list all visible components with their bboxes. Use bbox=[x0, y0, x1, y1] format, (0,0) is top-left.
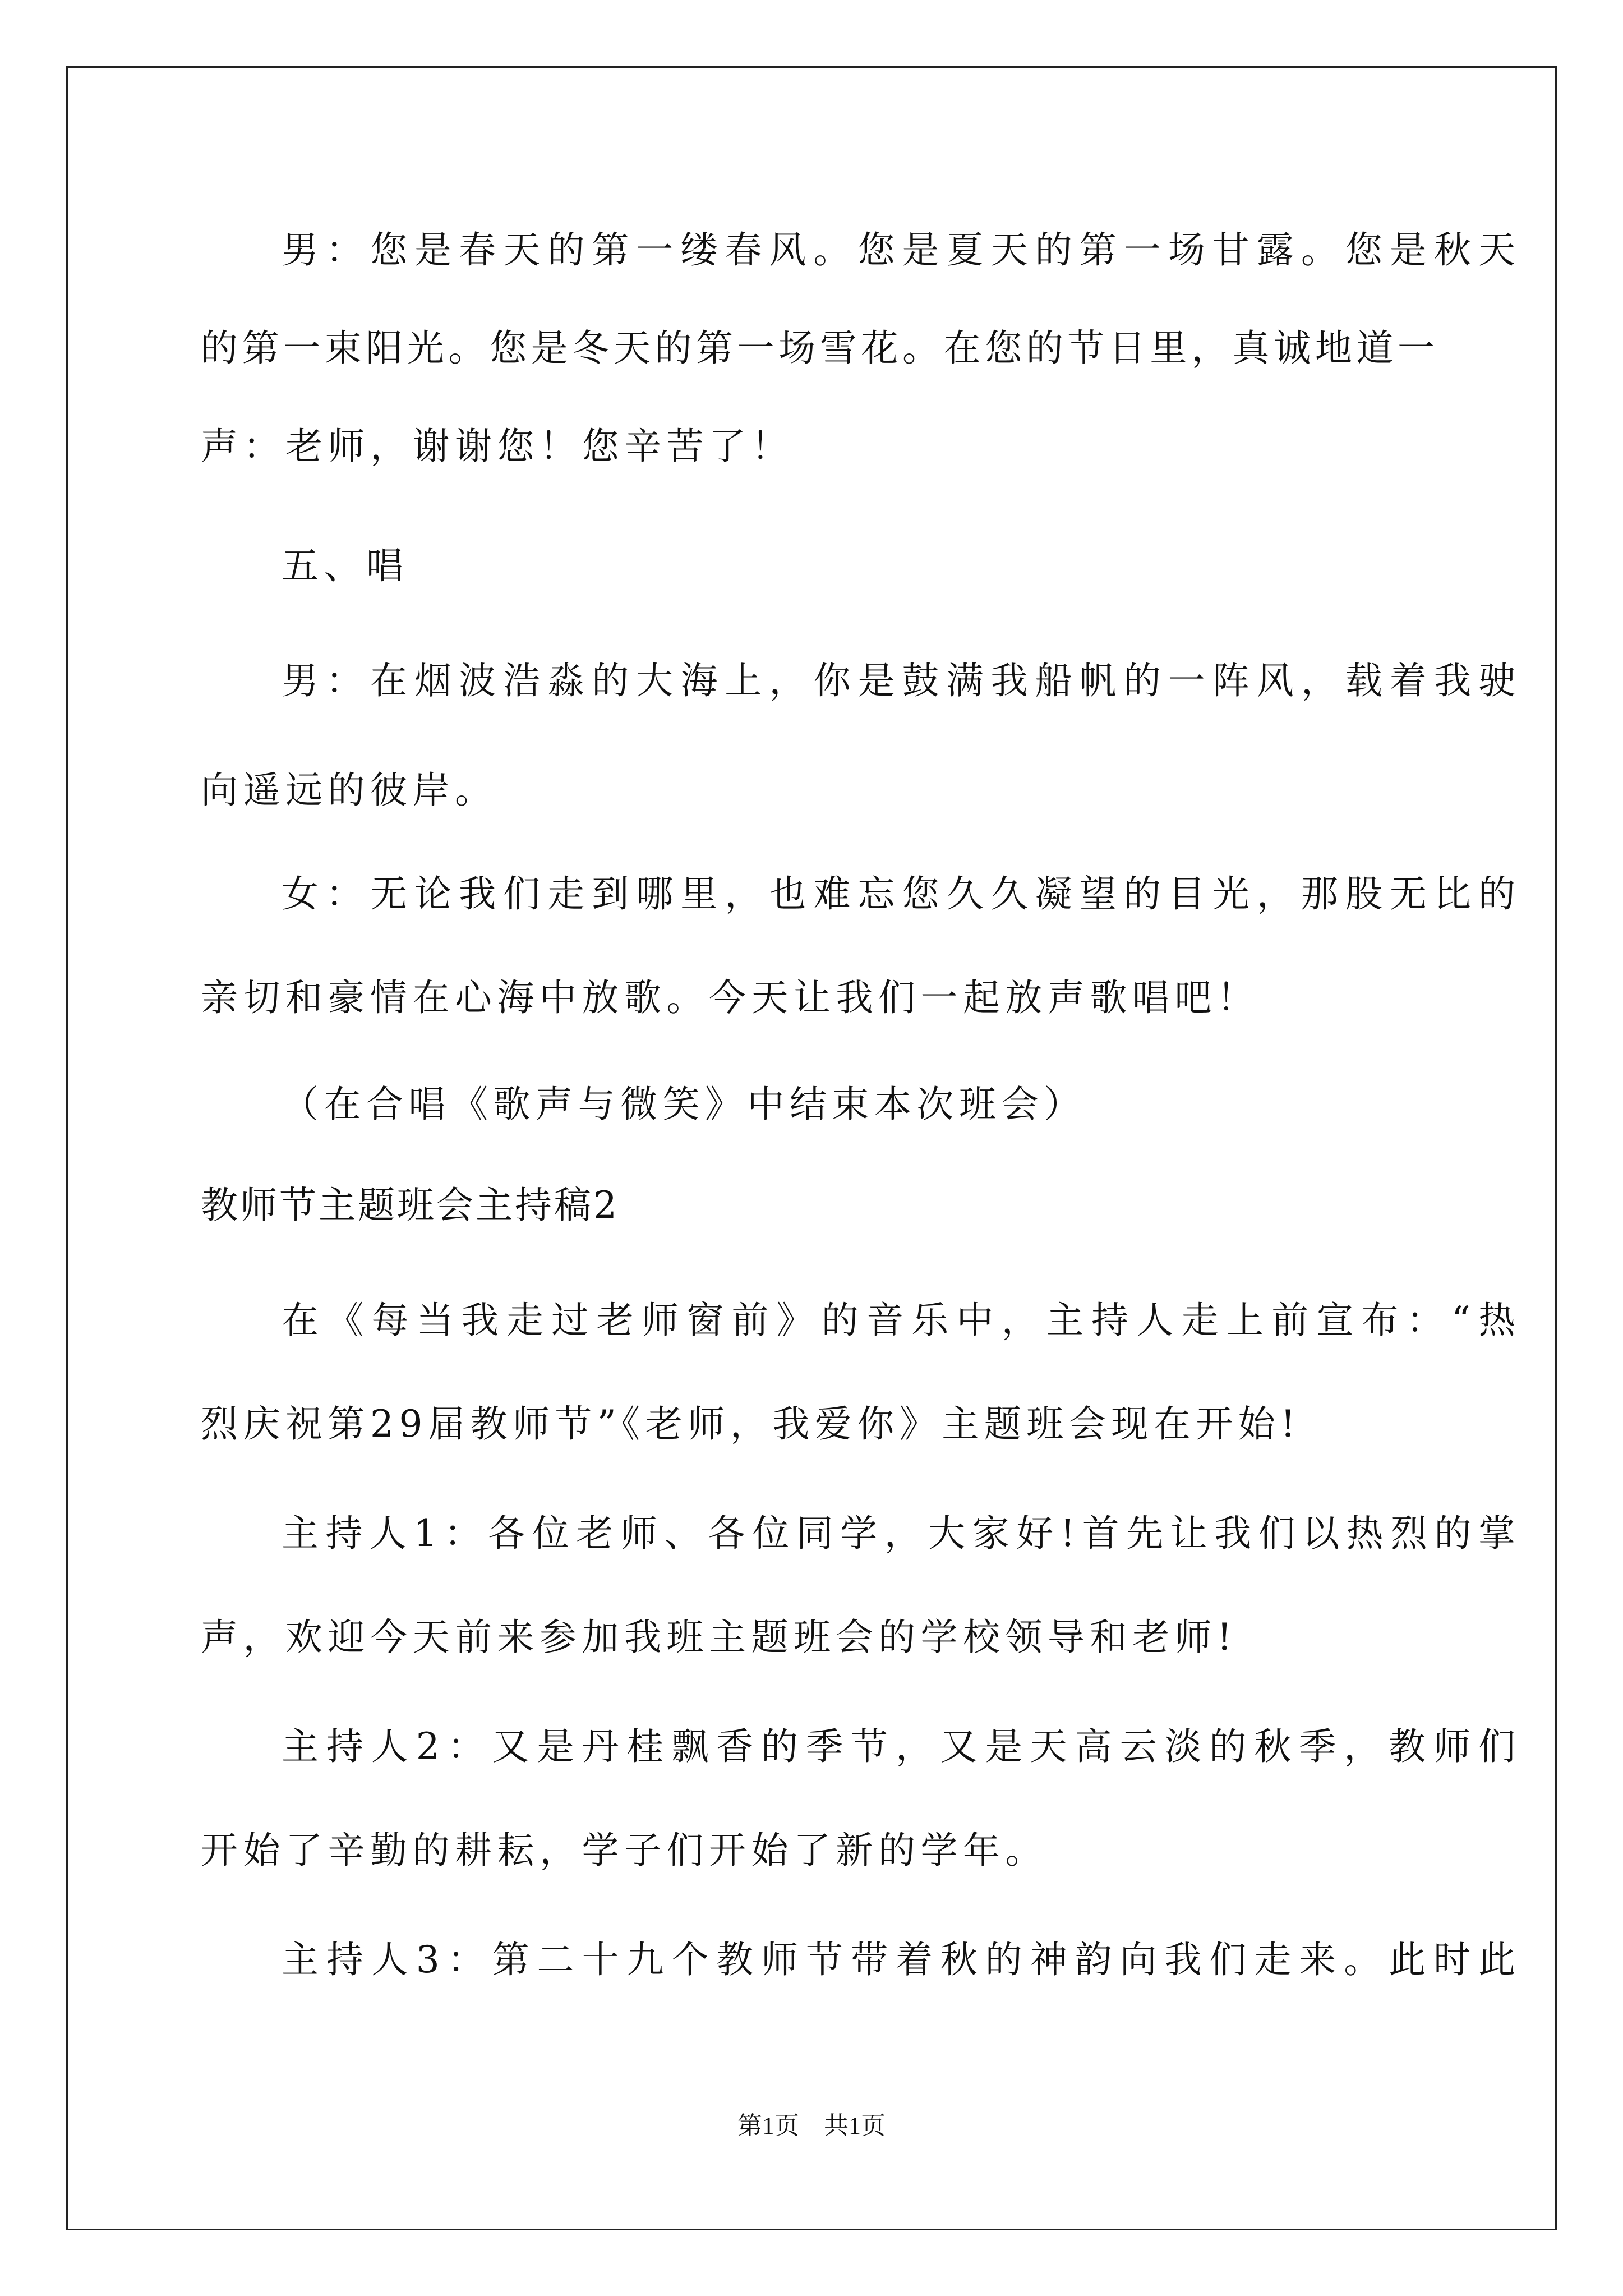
paragraph-line: 开始了辛勤的耕耘，学子们开始了新的学年。 bbox=[201, 1829, 1048, 1872]
paragraph-line: 向遥远的彼岸。 bbox=[201, 769, 497, 812]
page-number: 第1页 共1页 bbox=[737, 2112, 886, 2139]
paragraph-line: 主持人3：第二十九个教师节带着秋的神韵向我们走来。此时此 bbox=[282, 1938, 1515, 1981]
stage-direction: （在合唱《歌声与微笑》中结束本次班会） bbox=[282, 1083, 1086, 1126]
paragraph-line: 男：您是春天的第一缕春风。您是夏天的第一场甘露。您是秋天 bbox=[282, 228, 1515, 272]
paragraph-line: 亲切和豪情在心海中放歌。今天让我们一起放声歌唱吧！ bbox=[201, 976, 1260, 1019]
paragraph-line: 男：在烟波浩淼的大海上，你是鼓满我船帆的一阵风，载着我驶 bbox=[282, 659, 1515, 702]
section-title: 教师节主题班会主持稿2 bbox=[201, 1184, 619, 1227]
page-border bbox=[66, 66, 1557, 2230]
paragraph-line: 主持人2：又是丹桂飘香的季节，又是天高云淡的秋季，教师们 bbox=[282, 1725, 1515, 1768]
paragraph-line: 的第一束阳光。您是冬天的第一场雪花。在您的节日里，真诚地道一 bbox=[201, 326, 1435, 370]
paragraph-line: 声，欢迎今天前来参加我班主题班会的学校领导和老师! bbox=[201, 1616, 1238, 1659]
paragraph-line: 女：无论我们走到哪里，也难忘您久久凝望的目光，那股无比的 bbox=[282, 872, 1515, 915]
paragraph-line: 烈庆祝第29届教师节”《老师，我爱你》主题班会现在开始! bbox=[201, 1402, 1301, 1446]
section-heading: 五、唱 bbox=[282, 544, 409, 587]
paragraph-line: 主持人1：各位老师、各位同学，大家好!首先让我们以热烈的掌 bbox=[282, 1512, 1515, 1555]
paragraph-line: 在《每当我走过老师窗前》的音乐中，主持人走上前宣布：“热 bbox=[282, 1299, 1515, 1342]
paragraph-line: 声：老师，谢谢您！您辛苦了！ bbox=[201, 425, 794, 468]
